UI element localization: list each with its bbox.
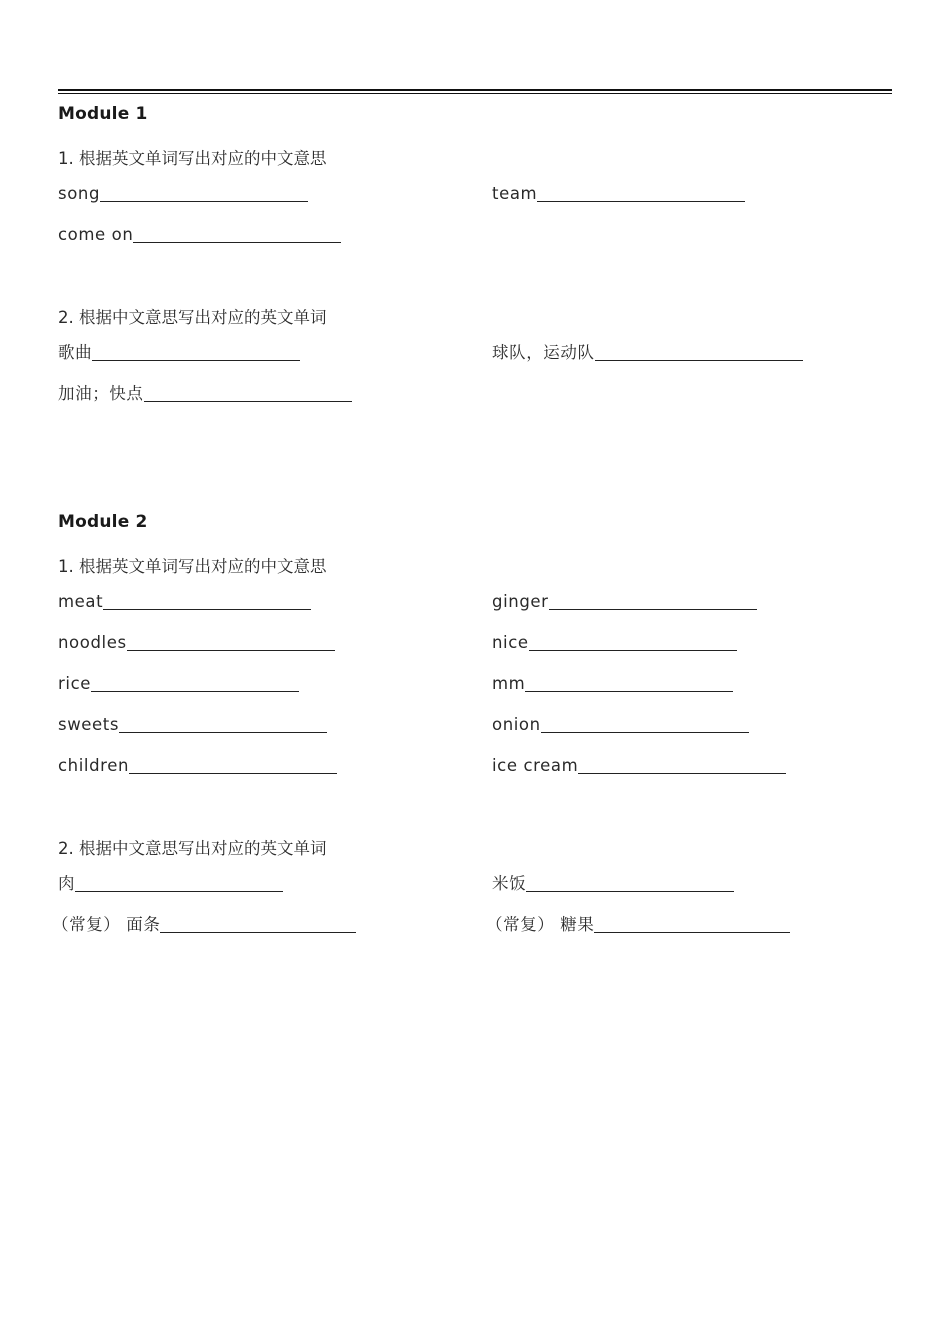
- answer-blank[interactable]: [133, 242, 341, 243]
- exercise-item-come-on: [58, 221, 341, 245]
- answer-blank[interactable]: [549, 609, 757, 610]
- exercise-item-rice: [58, 670, 299, 694]
- answer-blank[interactable]: [92, 360, 300, 361]
- item-label: rice: [58, 674, 91, 693]
- item-label: nice: [492, 633, 529, 652]
- answer-blank[interactable]: [594, 932, 790, 933]
- answer-blank[interactable]: [129, 773, 337, 774]
- module-2-title: Module 2: [58, 512, 148, 532]
- item-label: 加油；快点: [58, 384, 144, 403]
- answer-blank[interactable]: [529, 650, 737, 651]
- item-label: sweets: [58, 715, 120, 734]
- module-1-instruction-2: 2. 根据中文意思写出对应的英文单词: [58, 308, 327, 327]
- answer-blank[interactable]: [537, 201, 745, 202]
- item-label: 球队，运动队: [492, 343, 595, 362]
- item-label: noodles: [58, 633, 127, 652]
- module-2-instruction-2: 2. 根据中文意思写出对应的英文单词: [58, 839, 327, 858]
- exercise-item-miantiao: [52, 911, 356, 935]
- exercise-item-children: [58, 752, 337, 776]
- exercise-item-ice-cream: [492, 752, 786, 776]
- answer-blank[interactable]: [160, 932, 356, 933]
- exercise-item-mifan: [492, 870, 734, 894]
- item-label: 歌曲: [58, 343, 93, 362]
- exercise-item-meat: [58, 588, 311, 612]
- module-2-instruction-1: 1. 根据英文单词写出对应的中文意思: [58, 557, 327, 576]
- item-label: （常复） 面条: [52, 915, 161, 934]
- exercise-item-qiudui: [492, 339, 803, 363]
- answer-blank[interactable]: [119, 732, 327, 733]
- exercise-item-ginger: [492, 588, 757, 612]
- item-label: children: [58, 756, 130, 775]
- exercise-item-jiayou: [58, 380, 352, 404]
- item-label: ginger: [492, 592, 549, 611]
- answer-blank[interactable]: [100, 201, 308, 202]
- answer-blank[interactable]: [144, 401, 352, 402]
- item-label: mm: [492, 674, 526, 693]
- item-label: （常复） 糖果: [486, 915, 595, 934]
- exercise-item-team: [492, 180, 745, 204]
- item-label: song: [58, 184, 101, 203]
- answer-blank[interactable]: [578, 773, 786, 774]
- exercise-item-noodles: [58, 629, 335, 653]
- module-1-title: Module 1: [58, 104, 148, 124]
- answer-blank[interactable]: [127, 650, 335, 651]
- exercise-item-rou: [58, 870, 283, 894]
- answer-blank[interactable]: [595, 360, 803, 361]
- exercise-item-onion: [492, 711, 749, 735]
- item-label: ice cream: [492, 756, 579, 775]
- answer-blank[interactable]: [75, 891, 283, 892]
- item-label: 肉: [58, 874, 76, 893]
- exercise-item-gequ: [58, 339, 300, 363]
- answer-blank[interactable]: [103, 609, 311, 610]
- exercise-item-tangguo: [486, 911, 790, 935]
- item-label: 米饭: [492, 874, 527, 893]
- exercise-item-sweets: [58, 711, 327, 735]
- item-label: onion: [492, 715, 541, 734]
- item-label: meat: [58, 592, 104, 611]
- module-1-instruction-1: 1. 根据英文单词写出对应的中文意思: [58, 149, 327, 168]
- exercise-item-nice: [492, 629, 737, 653]
- header-double-rule: [58, 89, 892, 94]
- exercise-item-song: [58, 180, 308, 204]
- item-label: come on: [58, 225, 134, 244]
- exercise-item-mm: [492, 670, 733, 694]
- answer-blank[interactable]: [526, 891, 734, 892]
- item-label: team: [492, 184, 538, 203]
- answer-blank[interactable]: [541, 732, 749, 733]
- answer-blank[interactable]: [91, 691, 299, 692]
- answer-blank[interactable]: [525, 691, 733, 692]
